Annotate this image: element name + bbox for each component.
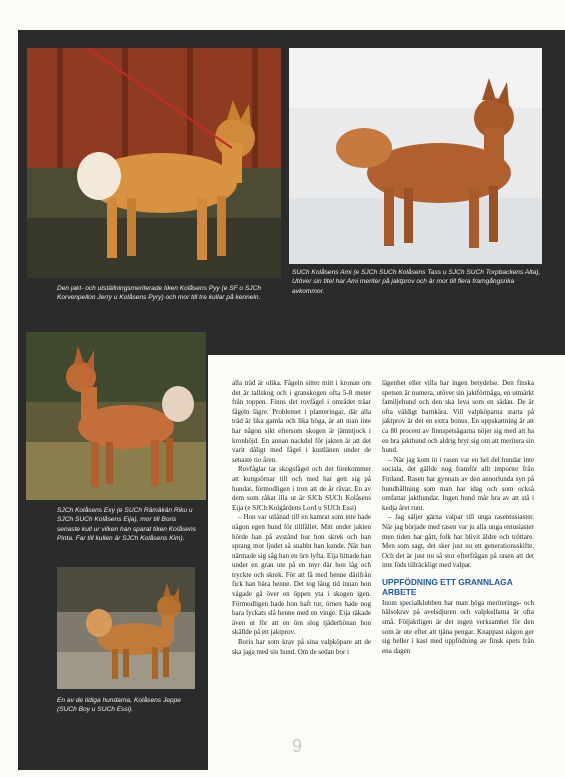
article-column-1	[232, 379, 371, 657]
photo-kolasens-pyy	[27, 48, 281, 278]
paragraph: Boris har som krav på sina valpköpare att de ska jaga med sin hund. Om de sedan bor i	[232, 638, 371, 656]
section-heading: UPPFÖDNING ETT GRANNLAGA ARBETE	[382, 576, 513, 597]
paragraph: Rovfåglar tar skogsfågel och det förekommer att kungsörnar till och med har gett sig på hundar, förmodligen i tron att de är rävar. En av dem som råkat illa ut är SJCh SUCh Kolåsens Eija (e SJCh Kolgårdens Lord u SUCh Essi)	[232, 465, 371, 512]
photo-kolasens-ami	[289, 48, 542, 264]
caption-kolasens-jeppe: En av de tidiga hundarna, Kolåsens Jeppe (SUCh Boy u SUCh Essi).	[57, 697, 181, 714]
paragraph: – Hon var utlånad till en kamrat som inte hade någon egen hund för tillfället. Mitt under jakten hörde han på avstånd hur hon skrek och han sprang mot ljudet så snabbt han kunde. När han närmade sig såg han en örn lyfta. Eija hittade han under en gran ute på en myr där hon låg och tryckte och skrek. För att få med henne därifrån fick han bära henne. Det tog lång tid innan hon vågade gå över en öppen yta i skogen igen. Förmodligen hade hon haft tur, örnen hade nog bara lyckats slå henne med en vinge. Eija räkade även ut för att en örn slog tjäderhönan hon skällde på ett jaktprov.	[232, 513, 371, 637]
paragraph: Inom specialklubben har man höga meriterings- och hälsokrav på avelsdjuren och valpkullarna är ofta små. Följaktligen är det ingen verksamhet för den som är ute efter att tjäna pengar. Knappast någon ger sig heller i kast med uppfödning av finsk spets från ena dagen	[382, 598, 534, 655]
caption-kolasens-ami: SUCh Kolåsens Ami (e SJCh SUCh Kolåsens Tass u SJCh SUCh Torpbackens Alta), Utöver sin titel har Ami meriter på jaktprov och är mor till flera framgångsrika avkommor.	[292, 269, 541, 295]
page-number: 9	[292, 736, 303, 756]
paragraph: alla träd är olika. Fågeln sitter mitt i kronan om det är tallskog och i granskogen ofta 5-8 meter från toppen. Finns det rovfågel i området träar fågeln lägre. Problemet i planteringar, där alla träd är lika gamla och lika höga, är att man inte har någon sikt eftersom skogen är jämntjock i kronhöjd. En annan nackdel för jakten är att det varit dåligt med fågel i kustlänen under de senaste tio åren.	[232, 379, 371, 464]
paragraph: – När jag kom in i rasen var en hel del hundar inte sociala, det gällde nog framför allt importer från Finland. Rasen har gynnats av den annorlunda syn på hundhållning som man har idag och som också omfattar jakthundar. Ingen hund mår bra av att stå i kedja året runt.	[382, 455, 534, 512]
paragraph: – Jag säljer gärna valpar till unga rasentusiaster. När jag började med rasen var ju alla unga entusiaster men tiden har gått, folk har blivit äldre och tröttare. Men som sagt, det sker just nu ett generationsskifte. Och det är just nu så stor efterfrågan på rasen att det inte föds tillräckligt med valpar.	[382, 513, 534, 570]
article-column-2	[382, 379, 534, 656]
photo-kolasens-jeppe	[57, 567, 195, 689]
photo-kolasens-exy	[26, 332, 206, 500]
caption-kolasens-pyy: Den jakt- och utställningsmeriterade tiken Kolåsens Pyy (e SF o SJCh Korvenpellon Jerry u Kolåsens Pyry) och mor till tre kullar på kenneln.	[57, 285, 262, 302]
paragraph: lägenhet eller villa har ingen betydelse. Den finska spetsen är numera, utöver sin jaktförmåga, en utmärkt familjehund och den ska leva som en sådan. De är ofta väldigt barnkära. Vill valpköparna starta på jaktprov är det en extra bonus. En uppskattning är att ca 80 procent av finnspetsägarna nöjer sig med att ha en bra jakthund och aldrig bryr sig om att meritera sin hund.	[382, 379, 534, 455]
caption-kolasens-exy: SJCh Kolåsens Exy (e SUCh Rämäkän Riku u SJCh SUCh Kolåsens Eija), mor till Boris senaste kull ur vilken han sparat tiken Kolåsens Pinta. Far till kullen är SJCh Kolåsens Kim).	[57, 507, 196, 542]
